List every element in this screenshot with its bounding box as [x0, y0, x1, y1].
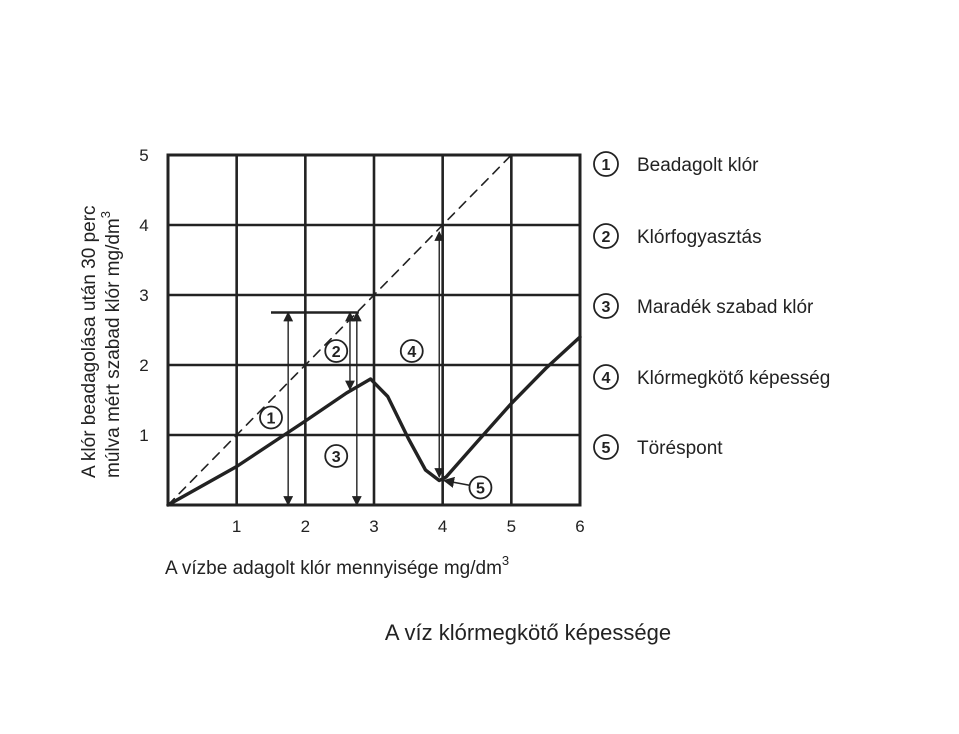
annotation-marker: [401, 340, 423, 362]
y-tick-label: 3: [139, 286, 149, 305]
y-tick-label: 4: [139, 216, 149, 235]
x-tick-label: 1: [231, 517, 242, 536]
legend-item: [594, 294, 814, 318]
x-tick-label: 6: [575, 517, 585, 536]
tick-labels: [139, 146, 584, 536]
x-tick-label: 3: [369, 517, 379, 536]
legend-label: Klórfogyasztás: [637, 227, 762, 248]
annotation-number: 3: [331, 449, 341, 466]
x-axis-title-sup: 3: [501, 553, 510, 568]
legend-label: Maradék szabad klór: [637, 297, 814, 318]
annotation-number: 4: [407, 344, 417, 361]
legend-number: 5: [601, 440, 611, 457]
x-tick-label: 4: [437, 517, 448, 536]
legend-item: [594, 224, 762, 248]
annotation-marker: [469, 477, 491, 499]
y-axis-title-sup: 3: [98, 211, 113, 219]
chart-caption: A víz klórmegkötő képessége: [384, 620, 672, 645]
legend-label: Töréspont: [637, 438, 723, 459]
x-axis-title-text: A vízbe adagolt klór mennyisége mg/dm: [165, 558, 502, 579]
y-axis-title: [79, 205, 124, 478]
annotation-marker: [260, 407, 282, 429]
legend-item: [594, 152, 759, 176]
y-tick-label: 5: [139, 146, 149, 165]
annotation-number: 2: [331, 344, 341, 361]
legend-number: 2: [601, 229, 611, 246]
y-axis-title-line2-text: múlva mért szabad klór mg/dm: [103, 218, 124, 478]
grid: [168, 155, 580, 505]
breakpoint-pointer: [444, 481, 470, 486]
legend-item: [594, 435, 723, 459]
x-tick-label: 5: [506, 517, 517, 536]
legend-label: Beadagolt klór: [637, 155, 759, 176]
x-tick-label: 2: [300, 517, 311, 536]
annotation-number: 1: [266, 410, 276, 428]
y-tick-label: 2: [139, 356, 149, 375]
legend-number: 1: [601, 157, 611, 174]
legend-item: [594, 365, 830, 389]
legend-number: 3: [601, 299, 611, 316]
legend-label: Klórmegkötő képesség: [637, 368, 831, 389]
annotation-marker: [325, 340, 347, 362]
legend-number: 4: [601, 370, 611, 387]
legend: [594, 152, 830, 459]
y-axis-title-line2: [98, 211, 124, 478]
y-axis-title-line1: A klór beadagolása után 30 perc: [79, 205, 100, 478]
annotation-number: 5: [475, 480, 485, 498]
y-tick-label: 1: [139, 426, 149, 445]
x-axis-title: [165, 553, 509, 579]
annotation-marker: [325, 445, 347, 467]
